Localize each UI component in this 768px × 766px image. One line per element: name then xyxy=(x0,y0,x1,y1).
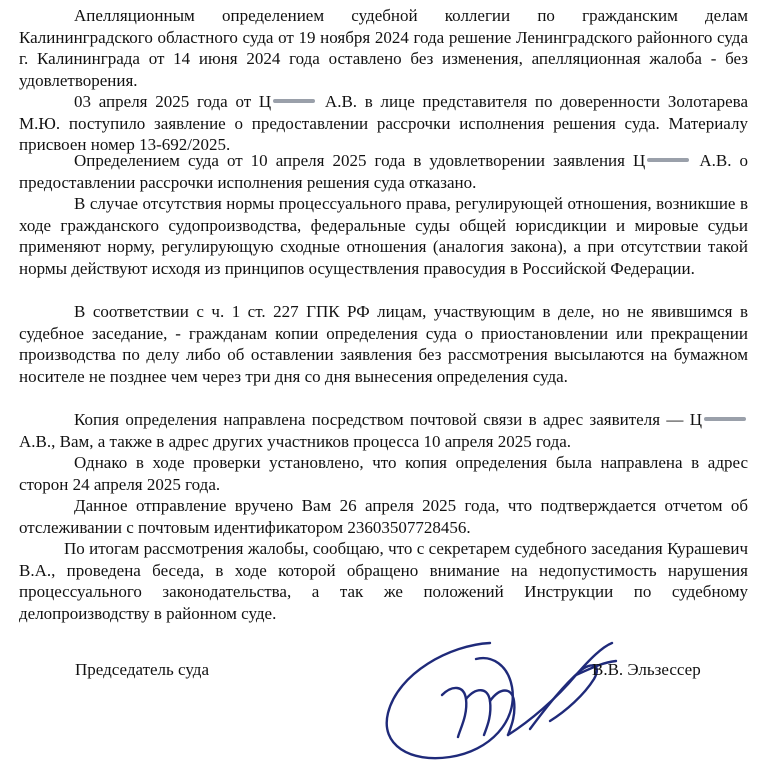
paragraph-mailing xyxy=(19,409,748,452)
paragraph-gpk xyxy=(19,301,748,387)
paragraph-application xyxy=(19,91,748,156)
paragraph-text: Определением суда от 10 апреля 2025 года в удовлетворении заявления Ц xyxy=(74,151,646,170)
paragraph-text: Однако в ходе проверки установлено, что копия определения была направлена в адрес сторон 24 апреля 2025 года. xyxy=(19,453,748,494)
signatory-position: Председатель суда xyxy=(75,660,209,679)
redaction-mark xyxy=(273,99,315,103)
redaction-mark xyxy=(704,417,746,421)
paragraph-appeal xyxy=(19,5,748,91)
redaction-mark xyxy=(647,158,689,162)
paragraph-text: 03 апреля 2025 года от Ц xyxy=(74,92,272,111)
handwritten-signature xyxy=(380,625,620,766)
paragraph-delivery xyxy=(19,495,748,538)
paragraph-analogy xyxy=(19,193,748,279)
paragraph-text: А.В., Вам, а также в адрес других участников процесса 10 апреля 2025 года. xyxy=(19,431,572,451)
paragraph-text: В соответствии с ч. 1 ст. 227 ГПК РФ лицам, участвующим в деле, но не явившимся в судебное заседание, - гражданам копии определения суда о приостановлении или прекращении производства по делу либо об оставлении заявления без рассмотрения высылаются на бумажном носителе не позднее чем через три дня со дня вынесения определения суда. xyxy=(19,302,748,386)
paragraph-text: А.В. о предоставлении рассрочки исполнения решения суда отказано. xyxy=(19,151,748,192)
paragraph-text: А.В. в лице представителя по доверенности Золотарева М.Ю. поступило заявление о предоставлении рассрочки исполнения решения суда. Материалу присвоен номер 13-692/2025. xyxy=(19,92,748,155)
paragraph-conclusion xyxy=(19,538,748,624)
paragraph-text: Данное отправление вручено Вам 26 апреля 2025 года, что подтверждается отчетом об отслеживании с почтовым идентификатором 23603507728456. xyxy=(19,496,748,537)
signatory-name: В.В. Эльзессер xyxy=(592,660,701,679)
paragraph-ruling xyxy=(19,150,748,193)
paragraph-text: Апелляционным определением судебной коллегии по гражданским делам Калининградского областного суда от 19 ноября 2024 года решение Ленинградского районного суда г. Калининграда от 14 июня 2024 года оставлено без изменения, апелляционная жалоба - без удовлетворения. xyxy=(19,6,748,90)
paragraph-check xyxy=(19,452,748,495)
paragraph-text: В случае отсутствия нормы процессуального права, регулирующей отношения, возникшие в ходе гражданского судопроизводства, федеральные суды общей юрисдикции и мировые судьи применяют норму, регулирующую сходные отношения (аналогия закона), а при отсутствии такой нормы действуют исходя из принципов осуществления правосудия в Российской Федерации. xyxy=(19,194,748,278)
paragraph-text: Копия определения направлена посредством почтовой связи в адрес заявителя — Ц xyxy=(74,410,702,429)
paragraph-text: По итогам рассмотрения жалобы, сообщаю, что с секретарем судебного заседания Курашевич В.А., проведена беседа, в ходе которой обращено внимание на недопустимость нарушения процессуального законодательства, а так же положений Инструкции по судебному делопроизводству в районном суде. xyxy=(19,539,748,623)
